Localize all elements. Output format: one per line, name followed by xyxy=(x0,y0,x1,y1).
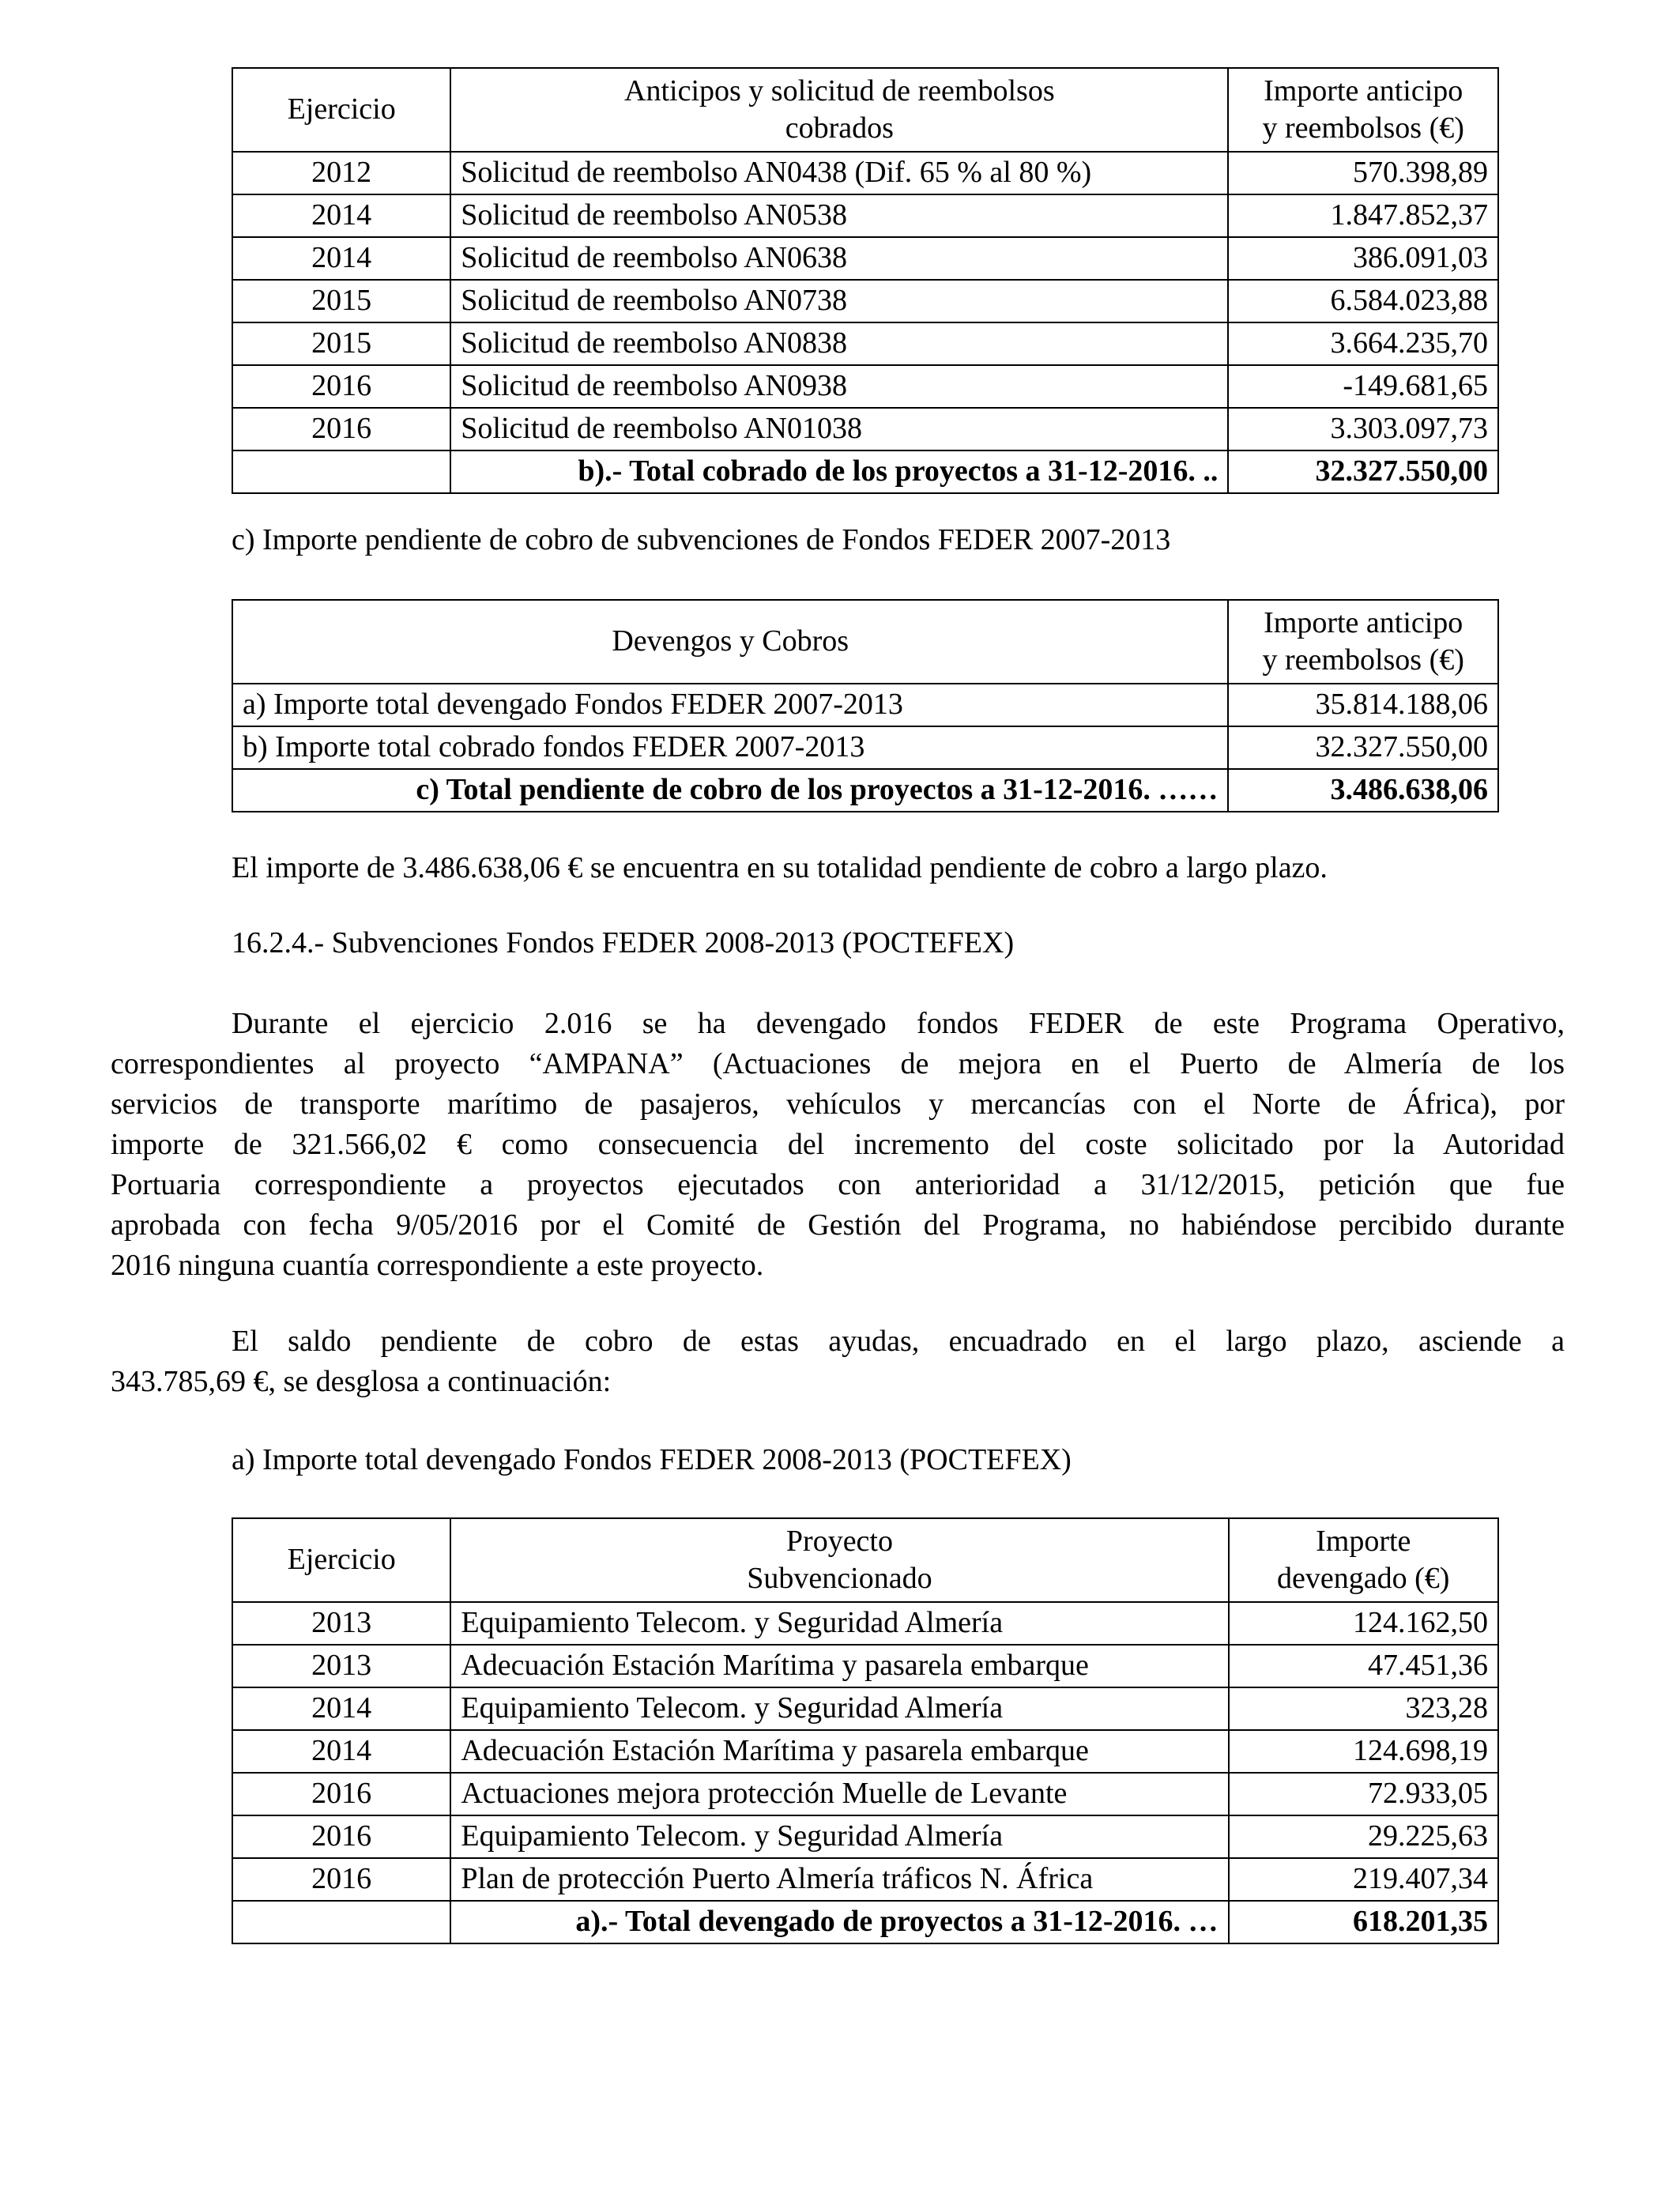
row-year: 2014 xyxy=(232,1687,450,1730)
row-amount: 386.091,03 xyxy=(1228,237,1498,280)
table-header-row xyxy=(232,68,1498,152)
table-row xyxy=(232,1645,1498,1687)
total-amount: 618.201,35 xyxy=(1229,1901,1498,1943)
table-total-row xyxy=(232,450,1498,493)
header-importe xyxy=(1228,600,1498,684)
row-concept: b) Importe total cobrado fondos FEDER 2007-2013 xyxy=(232,726,1228,769)
row-concept: Solicitud de reembolso AN0438 (Dif. 65 % al 80 %) xyxy=(450,152,1228,194)
header-anticipos xyxy=(450,68,1228,152)
header-importe-line2: y reembolsos (€) xyxy=(1262,111,1464,145)
paragraph-line: correspondientes al proyecto “AMPANA” (Actuaciones de mejora en el Puerto de Almería de los xyxy=(111,1047,1565,1080)
row-year: 2013 xyxy=(232,1602,450,1645)
row-concept: Solicitud de reembolso AN0838 xyxy=(450,322,1228,365)
header-importe-line1: Importe anticipo xyxy=(1264,74,1463,107)
table-row xyxy=(232,322,1498,365)
paragraph-line: servicios de transporte marítimo de pasajeros, vehículos y mercancías con el Norte de África), por xyxy=(111,1088,1565,1121)
section-1624-title: 16.2.4.- Subvenciones Fondos FEDER 2008-2013 (POCTEFEX) xyxy=(232,926,1015,959)
row-concept: Solicitud de reembolso AN0738 xyxy=(450,280,1228,322)
table-row xyxy=(232,1602,1498,1645)
total-label: c) Total pendiente de cobro de los proyectos a 31-12-2016. …… xyxy=(232,769,1228,812)
header-ejercicio: Ejercicio xyxy=(232,1518,450,1602)
header-proyecto-line2: Subvencionado xyxy=(747,1562,932,1595)
row-concept: Equipamiento Telecom. y Seguridad Almería xyxy=(450,1602,1228,1645)
row-amount: 323,28 xyxy=(1229,1687,1498,1730)
row-concept: Solicitud de reembolso AN01038 xyxy=(450,408,1228,450)
total-amount: 32.327.550,00 xyxy=(1228,450,1498,493)
row-amount: 72.933,05 xyxy=(1229,1773,1498,1815)
row-amount: 35.814.188,06 xyxy=(1228,684,1498,726)
row-concept: Plan de protección Puerto Almería tráficos N. África xyxy=(450,1858,1228,1901)
row-amount: 6.584.023,88 xyxy=(1228,280,1498,322)
row-amount: 47.451,36 xyxy=(1229,1645,1498,1687)
header-proyecto xyxy=(450,1518,1228,1602)
table-row xyxy=(232,1858,1498,1901)
row-amount: 124.698,19 xyxy=(1229,1730,1498,1773)
header-importe xyxy=(1228,68,1498,152)
durante-paragraph xyxy=(111,1004,1565,1286)
header-anticipos-line2: cobrados xyxy=(785,111,894,145)
paragraph-line: El saldo pendiente de cobro de estas ayudas, encuadrado en el largo plazo, asciende a xyxy=(232,1325,1565,1358)
table-row xyxy=(232,1730,1498,1773)
table-row xyxy=(232,237,1498,280)
header-importe-line2: y reembolsos (€) xyxy=(1262,643,1464,677)
header-importe xyxy=(1229,1518,1498,1602)
paragraph-line: Durante el ejercicio 2.016 se ha devengado fondos FEDER de este Programa Operativo, xyxy=(232,1007,1565,1040)
section-a-title: a) Importe total devengado Fondos FEDER 2008-2013 (POCTEFEX) xyxy=(232,1443,1072,1476)
row-concept: Actuaciones mejora protección Muelle de Levante xyxy=(450,1773,1228,1815)
reimbursements-table xyxy=(232,67,1499,494)
total-amount: 3.486.638,06 xyxy=(1228,769,1498,812)
row-year: 2014 xyxy=(232,237,450,280)
table-row xyxy=(232,152,1498,194)
row-amount: 3.303.097,73 xyxy=(1228,408,1498,450)
header-ejercicio: Ejercicio xyxy=(232,68,450,152)
paragraph-line: 2016 ninguna cuantía correspondiente a este proyecto. xyxy=(111,1249,764,1282)
header-proyecto-line1: Proyecto xyxy=(785,1524,893,1558)
table-row xyxy=(232,1773,1498,1815)
row-amount: 1.847.852,37 xyxy=(1228,194,1498,237)
header-anticipos-line1: Anticipos y solicitud de reembolsos xyxy=(624,74,1055,107)
table-row xyxy=(232,365,1498,408)
table-total-row xyxy=(232,1901,1498,1943)
header-devengos: Devengos y Cobros xyxy=(232,600,1228,684)
row-year: 2014 xyxy=(232,194,450,237)
projects-table xyxy=(232,1517,1499,1944)
total-empty-cell xyxy=(232,1901,450,1943)
row-amount: -149.681,65 xyxy=(1228,365,1498,408)
row-amount: 29.225,63 xyxy=(1229,1815,1498,1858)
paragraph-line: aprobada con fecha 9/05/2016 por el Comité de Gestión del Programa, no habiéndose percibido durante xyxy=(111,1208,1565,1242)
total-label: b).- Total cobrado de los proyectos a 31-12-2016. .. xyxy=(450,450,1228,493)
row-amount: 219.407,34 xyxy=(1229,1858,1498,1901)
table-total-row xyxy=(232,769,1498,812)
header-importe-line1: Importe anticipo xyxy=(1264,605,1463,639)
row-year: 2016 xyxy=(232,365,450,408)
row-concept: Equipamiento Telecom. y Seguridad Almería xyxy=(450,1687,1228,1730)
row-concept: a) Importe total devengado Fondos FEDER 2007-2013 xyxy=(232,684,1228,726)
row-year: 2016 xyxy=(232,1773,450,1815)
table-header-row xyxy=(232,1518,1498,1602)
row-year: 2016 xyxy=(232,1858,450,1901)
row-concept: Solicitud de reembolso AN0938 xyxy=(450,365,1228,408)
row-amount: 32.327.550,00 xyxy=(1228,726,1498,769)
row-year: 2016 xyxy=(232,408,450,450)
paragraph-line: importe de 321.566,02 € como consecuencia del incremento del coste solicitado por la Autoridad xyxy=(111,1128,1565,1161)
row-amount: 3.664.235,70 xyxy=(1228,322,1498,365)
row-year: 2015 xyxy=(232,322,450,365)
total-empty-cell xyxy=(232,450,450,493)
row-year: 2012 xyxy=(232,152,450,194)
row-year: 2015 xyxy=(232,280,450,322)
table-row xyxy=(232,1687,1498,1730)
table-row xyxy=(232,280,1498,322)
table-row xyxy=(232,684,1498,726)
paragraph-line: Portuaria correspondiente a proyectos ejecutados con anterioridad a 31/12/2015, petición que fue xyxy=(111,1168,1565,1201)
table-row xyxy=(232,1815,1498,1858)
row-concept: Adecuación Estación Marítima y pasarela embarque xyxy=(450,1730,1228,1773)
section-c-title: c) Importe pendiente de cobro de subvenciones de Fondos FEDER 2007-2013 xyxy=(232,523,1171,556)
row-year: 2014 xyxy=(232,1730,450,1773)
table-header-row xyxy=(232,600,1498,684)
pending-paragraph: El importe de 3.486.638,06 € se encuentra en su totalidad pendiente de cobro a largo plazo. xyxy=(232,851,1328,884)
row-concept: Adecuación Estación Marítima y pasarela embarque xyxy=(450,1645,1228,1687)
row-amount: 124.162,50 xyxy=(1229,1602,1498,1645)
row-concept: Solicitud de reembolso AN0638 xyxy=(450,237,1228,280)
row-concept: Solicitud de reembolso AN0538 xyxy=(450,194,1228,237)
table-row xyxy=(232,408,1498,450)
saldo-paragraph xyxy=(111,1321,1565,1402)
row-year: 2016 xyxy=(232,1815,450,1858)
table-row xyxy=(232,194,1498,237)
total-label: a).- Total devengado de proyectos a 31-12-2016. … xyxy=(450,1901,1228,1943)
header-importe-line2: devengado (€) xyxy=(1277,1562,1450,1595)
pending-table xyxy=(232,599,1499,812)
header-importe-line1: Importe xyxy=(1316,1524,1411,1558)
row-year: 2013 xyxy=(232,1645,450,1687)
paragraph-line: 343.785,69 €, se desglosa a continuación: xyxy=(111,1365,612,1398)
table-row xyxy=(232,726,1498,769)
row-concept: Equipamiento Telecom. y Seguridad Almería xyxy=(450,1815,1228,1858)
row-amount: 570.398,89 xyxy=(1228,152,1498,194)
